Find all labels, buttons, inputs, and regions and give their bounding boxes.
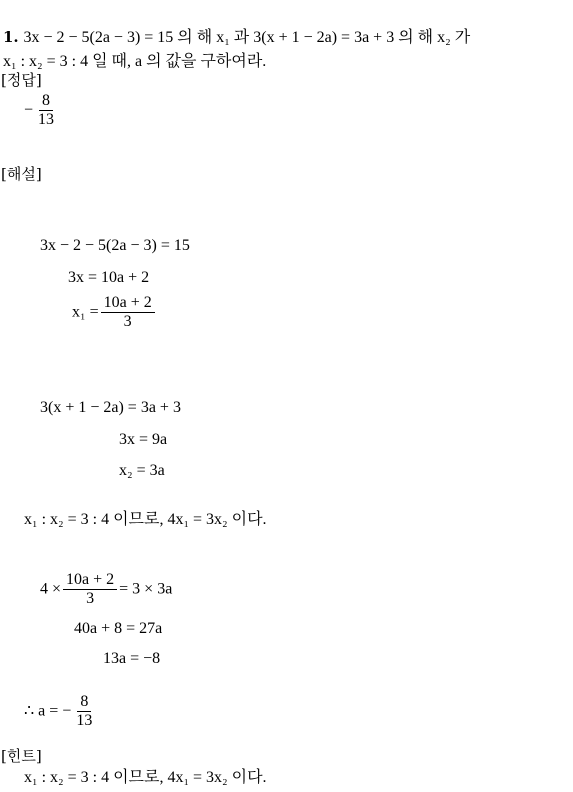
- answer-numerator: 8: [39, 92, 53, 111]
- conclusion-denominator: 13: [76, 712, 93, 729]
- equation-7: [40, 571, 172, 608]
- equation-3: [72, 294, 157, 331]
- hint-heading: [힌트]: [1, 747, 42, 765]
- problem-text-1: 3x − 2 − 5(2a − 3) = 15 의 해 x₁ 과 3(x + 1 − 2a) = 3a + 3 의 해 x₂ 가: [23, 29, 471, 46]
- answer-fraction: [35, 92, 57, 129]
- equation-2: 3x = 10a + 2: [68, 269, 150, 286]
- equation-6: x₂ = 3a: [119, 462, 165, 479]
- equation-7-fraction: [63, 571, 117, 608]
- conclusion-lhs: ∴ a = −: [24, 702, 72, 720]
- conclusion-numerator: 8: [77, 693, 91, 712]
- conclusion: [24, 693, 97, 730]
- equation-5: 3x = 9a: [119, 431, 168, 448]
- equation-9: 13a = −8: [103, 650, 161, 667]
- answer-heading: [정답]: [1, 71, 42, 89]
- equation-7-lhs: 4 ×: [40, 580, 62, 598]
- equation-3-numerator: 10a + 2: [101, 294, 155, 313]
- answer-value: [24, 92, 59, 129]
- answer-denominator: 13: [38, 111, 55, 128]
- equation-8: 40a + 8 = 27a: [74, 620, 163, 637]
- equation-7-numerator: 10a + 2: [63, 571, 117, 590]
- equation-3-denominator: 3: [123, 313, 132, 330]
- answer-sign: −: [24, 101, 34, 119]
- solution-heading: [해설]: [1, 165, 42, 183]
- equation-3-lhs: x₁ =: [72, 303, 99, 321]
- hint-text: x₁ : x₂ = 3 : 4 이므로, 4x₁ = 3x₂ 이다.: [24, 769, 267, 786]
- problem-number: 1.: [3, 28, 19, 46]
- equation-7-rhs: = 3 × 3a: [119, 580, 173, 598]
- equation-4: 3(x + 1 − 2a) = 3a + 3: [40, 399, 181, 416]
- equation-1: 3x − 2 − 5(2a − 3) = 15: [40, 237, 190, 254]
- conclusion-fraction: [73, 693, 95, 730]
- problem-text-2: x₁ : x₂ = 3 : 4 일 때, a 의 값을 구하여라.: [3, 53, 267, 70]
- ratio-line: x₁ : x₂ = 3 : 4 이므로, 4x₁ = 3x₂ 이다.: [24, 511, 267, 528]
- equation-3-fraction: [101, 294, 155, 331]
- equation-7-denominator: 3: [86, 590, 95, 607]
- problem-line-1: [3, 27, 470, 48]
